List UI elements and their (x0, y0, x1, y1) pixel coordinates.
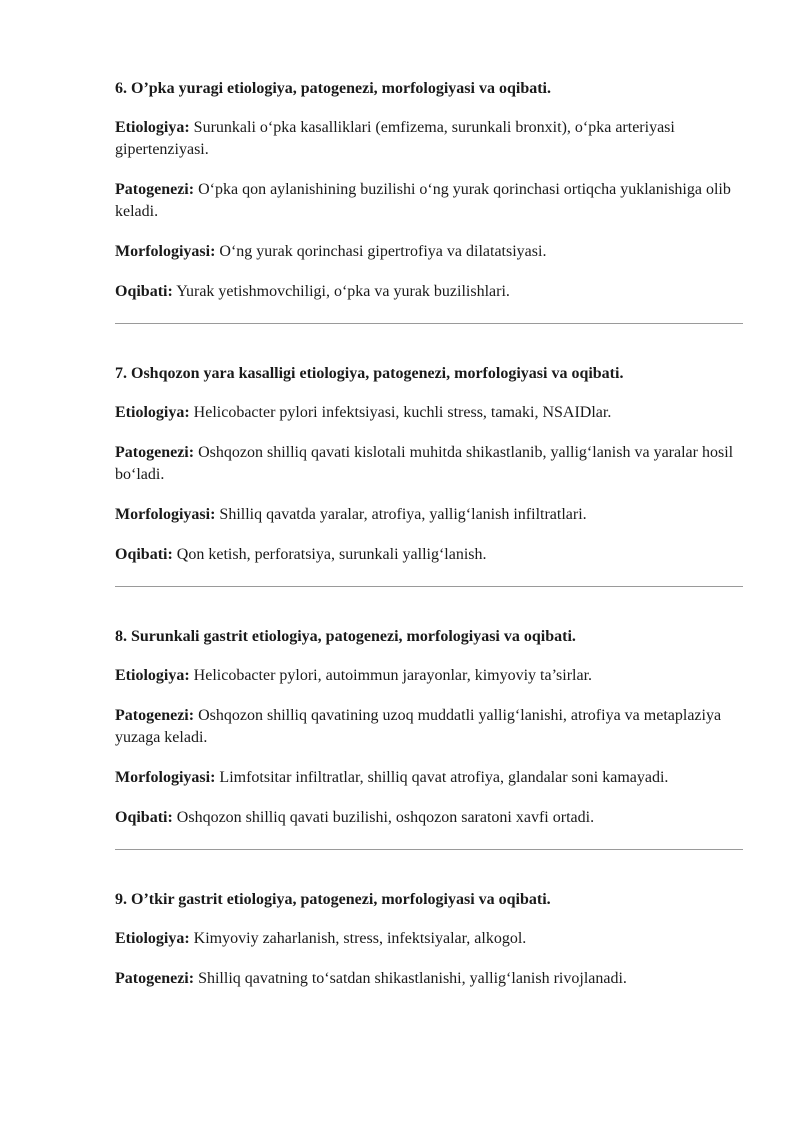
section-7 (115, 363, 743, 566)
section-divider (115, 849, 743, 850)
paragraph-label: Patogenezi: (115, 970, 195, 987)
paragraph-label: Patogenezi: (115, 707, 195, 724)
etiology-paragraph (115, 402, 743, 424)
paragraph-label: Etiologiya: (115, 119, 190, 136)
paragraph-text: Limfotsitar infiltratlar, shilliq qavat atrofiya, glandalar soni kamayadi. (215, 769, 669, 786)
paragraph-text: Shilliq qavatda yaralar, atrofiya, yallig‘lanish infiltratlari. (215, 506, 587, 523)
paragraph-text: Yurak yetishmovchiligi, o‘pka va yurak buzilishlari. (172, 283, 510, 300)
section-9 (115, 889, 743, 990)
paragraph-label: Etiologiya: (115, 404, 190, 421)
paragraph-text: Oshqozon shilliq qavatining uzoq muddatli yallig‘lanishi, atrofiya va metaplaziya yuzaga keladi. (115, 707, 722, 746)
paragraph-label: Patogenezi: (115, 444, 195, 461)
section-8 (115, 626, 743, 829)
paragraph-label: Oqibati: (115, 809, 173, 826)
paragraph-label: Etiologiya: (115, 930, 190, 947)
morphology-paragraph (115, 241, 743, 263)
outcome-paragraph (115, 544, 743, 566)
paragraph-label: Morfologiyasi: (115, 769, 216, 786)
pathogenesis-paragraph (115, 442, 743, 486)
document-page (115, 78, 743, 990)
paragraph-label: Patogenezi: (115, 181, 195, 198)
section-title: 7. Oshqozon yara kasalligi etiologiya, patogenezi, morfologiyasi va oqibati. (115, 365, 624, 382)
paragraph-label: Morfologiyasi: (115, 243, 216, 260)
paragraph-text: O‘ng yurak qorinchasi gipertrofiya va dilatatsiyasi. (215, 243, 547, 260)
section-title: 8. Surunkali gastrit etiologiya, patogenezi, morfologiyasi va oqibati. (115, 628, 576, 645)
etiology-paragraph (115, 665, 743, 687)
section-title: 9. O’tkir gastrit etiologiya, patogenezi, morfologiyasi va oqibati. (115, 891, 551, 908)
pathogenesis-paragraph (115, 705, 743, 749)
section-divider (115, 586, 743, 587)
etiology-paragraph (115, 117, 743, 161)
paragraph-label: Etiologiya: (115, 667, 190, 684)
paragraph-text: Oshqozon shilliq qavati kislotali muhitda shikastlanib, yallig‘lanish va yaralar hosil bo‘ladi. (115, 444, 734, 483)
paragraph-text: Helicobacter pylori infektsiyasi, kuchli stress, tamaki, NSAIDlar. (189, 404, 612, 421)
paragraph-text: Qon ketish, perforatsiya, surunkali yallig‘lanish. (172, 546, 487, 563)
section-6 (115, 78, 743, 303)
pathogenesis-paragraph (115, 968, 743, 990)
pathogenesis-paragraph (115, 179, 743, 223)
paragraph-text: Shilliq qavatning to‘satdan shikastlanishi, yallig‘lanish rivojlanadi. (194, 970, 627, 987)
paragraph-text: Kimyoviy zaharlanish, stress, infektsiyalar, alkogol. (189, 930, 527, 947)
section-divider (115, 323, 743, 324)
paragraph-label: Oqibati: (115, 546, 173, 563)
section-title: 6. O’pka yuragi etiologiya, patogenezi, morfologiyasi va oqibati. (115, 80, 551, 97)
paragraph-text: Helicobacter pylori, autoimmun jarayonlar, kimyoviy ta’sirlar. (189, 667, 593, 684)
paragraph-text: Surunkali o‘pka kasalliklari (emfizema, surunkali bronxit), o‘pka arteriyasi gipertenziyasi. (115, 119, 675, 158)
morphology-paragraph (115, 504, 743, 526)
outcome-paragraph (115, 281, 743, 303)
paragraph-label: Morfologiyasi: (115, 506, 216, 523)
etiology-paragraph (115, 928, 743, 950)
paragraph-text: O‘pka qon aylanishining buzilishi o‘ng yurak qorinchasi ortiqcha yuklanishiga olib keladi. (115, 181, 731, 220)
outcome-paragraph (115, 807, 743, 829)
paragraph-text: Oshqozon shilliq qavati buzilishi, oshqozon saratoni xavfi ortadi. (172, 809, 595, 826)
paragraph-label: Oqibati: (115, 283, 173, 300)
morphology-paragraph (115, 767, 743, 789)
